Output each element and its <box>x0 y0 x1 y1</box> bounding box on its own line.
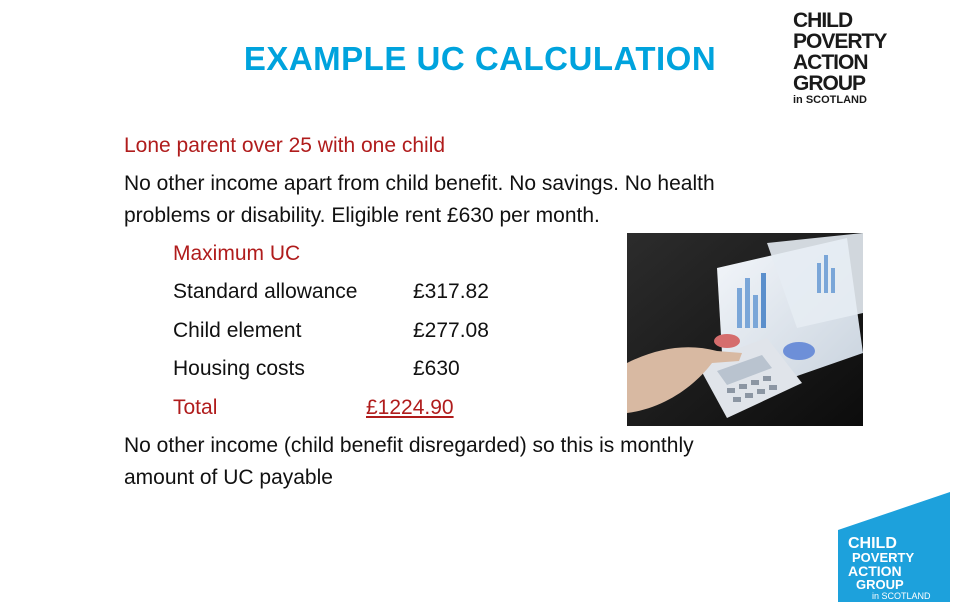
footer-line-2: amount of UC payable <box>124 466 333 489</box>
row-housing-costs <box>173 357 593 381</box>
row-child-element <box>173 319 593 343</box>
row-label: Standard allowance <box>173 280 358 303</box>
row-value: £317.82 <box>413 280 489 303</box>
logo-blue-line-poverty: POVERTY <box>852 550 915 565</box>
logo-line-group: GROUP <box>793 72 866 95</box>
row-label: Housing costs <box>173 357 305 380</box>
logo-blue-line-action: ACTION <box>848 563 902 579</box>
row-label: Child element <box>173 319 302 342</box>
footer-line-1: No other income (child benefit disregarded) so this is monthly <box>124 434 694 457</box>
logo-line-poverty: POVERTY <box>793 30 887 53</box>
description-line-1: No other income apart from child benefit. No savings. No health <box>124 172 715 195</box>
total-value: £1224.90 <box>366 396 454 419</box>
logo-line-scotland: in SCOTLAND <box>793 94 867 106</box>
row-standard-allowance <box>173 280 593 304</box>
logo-line-child: CHILD <box>793 9 853 32</box>
cpag-logo <box>793 9 887 107</box>
description-line-2: problems or disability. Eligible rent £630 per month. <box>124 204 600 227</box>
row-value: £277.08 <box>413 319 489 342</box>
max-uc-heading: Maximum UC <box>173 242 301 265</box>
logo-blue-line-child: CHILD <box>848 535 897 552</box>
logo-blue-shape <box>838 492 950 602</box>
cpag-logo-blue <box>838 492 950 602</box>
logo-blue-line-scotland: in SCOTLAND <box>872 591 931 601</box>
row-total <box>173 396 593 420</box>
slide-title: EXAMPLE UC CALCULATION <box>243 40 717 77</box>
subtitle: Lone parent over 25 with one child <box>124 134 446 157</box>
total-label: Total <box>173 396 218 419</box>
calculator-illustration <box>627 233 863 426</box>
calculator-photo <box>627 233 863 426</box>
logo-blue-line-group: GROUP <box>856 577 904 592</box>
row-value: £630 <box>413 357 460 380</box>
logo-line-action: ACTION <box>793 51 868 74</box>
